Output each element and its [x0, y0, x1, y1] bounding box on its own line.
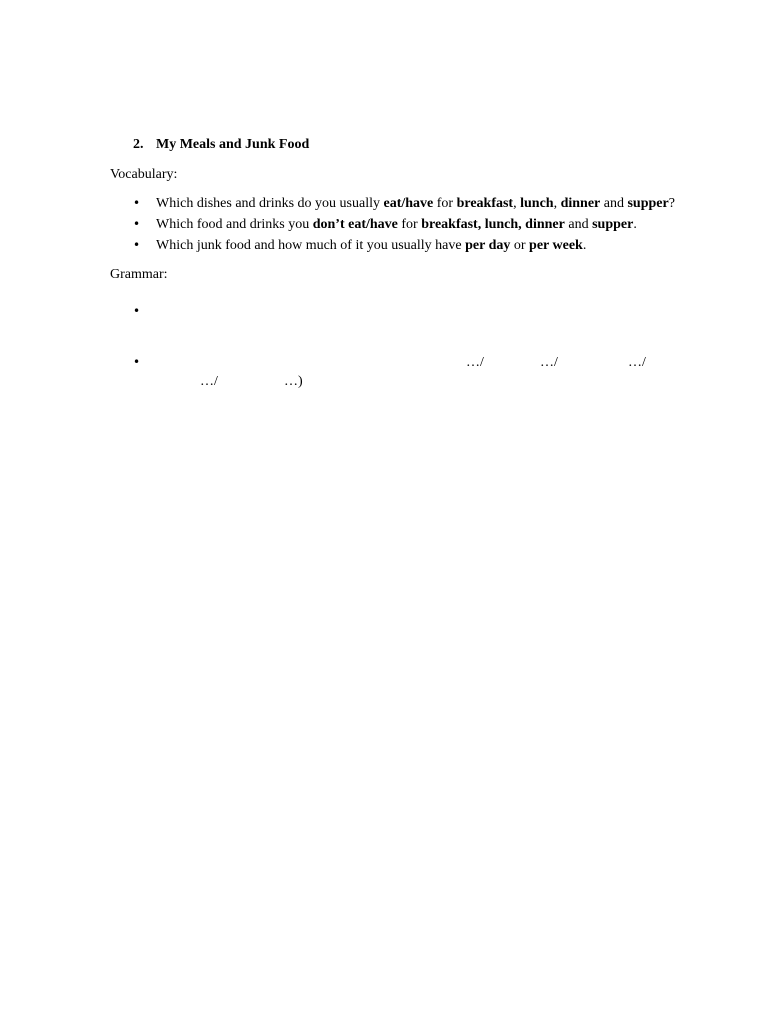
- text-run: and: [564, 217, 593, 232]
- vocabulary-item-1: [133, 197, 675, 211]
- text-run: for: [397, 217, 422, 232]
- bold-text-run: lunch: [520, 196, 554, 211]
- bold-text-run: eat/have: [383, 196, 434, 211]
- bold-text-run: don’t eat/have: [312, 217, 398, 232]
- text-run: Which food and drinks you: [156, 217, 313, 232]
- text-run: and: [600, 196, 628, 211]
- bold-text-run: per day: [465, 238, 511, 253]
- text-run: .: [582, 238, 587, 253]
- grammar-item-1: [133, 305, 156, 319]
- vocabulary-label: Vocabulary:: [110, 167, 178, 182]
- vocabulary-item-text: [156, 217, 637, 232]
- text-run: ,: [513, 196, 521, 211]
- vocabulary-item-text: [156, 238, 586, 253]
- bold-text-run: supper: [627, 196, 669, 211]
- text-run: for: [433, 196, 457, 211]
- grammar-fragment: …): [284, 374, 303, 389]
- bullet-icon: •: [133, 304, 141, 318]
- section-number: 2.: [133, 137, 144, 152]
- section-title: My Meals and Junk Food: [156, 137, 310, 152]
- text-run: Which junk food and how much of it you usually have: [156, 238, 466, 253]
- bold-text-run: breakfast, lunch, dinner: [421, 217, 565, 232]
- grammar-fragment: …/: [628, 355, 646, 370]
- grammar-fragment: …/: [540, 355, 558, 370]
- bullet-icon: •: [133, 355, 141, 369]
- text-run: ,: [553, 196, 561, 211]
- bold-text-run: breakfast: [456, 196, 514, 211]
- text-run: ?: [668, 196, 675, 211]
- bold-text-run: supper: [592, 217, 634, 232]
- grammar-item-2: [133, 356, 156, 370]
- bold-text-run: dinner: [560, 196, 601, 211]
- bullet-icon: •: [133, 196, 141, 210]
- bullet-icon: •: [133, 217, 141, 231]
- bullet-icon: •: [133, 238, 141, 252]
- vocabulary-item-3: [133, 239, 586, 253]
- section-heading: [133, 138, 309, 152]
- grammar-fragment: …/: [466, 355, 484, 370]
- grammar-fragment: …/: [200, 374, 218, 389]
- bold-text-run: per week: [529, 238, 583, 253]
- grammar-label: Grammar:: [110, 267, 168, 282]
- text-run: .: [633, 217, 637, 232]
- text-run: or: [510, 238, 530, 253]
- vocabulary-item-2: [133, 218, 637, 232]
- vocabulary-item-text: [156, 196, 675, 211]
- text-run: Which dishes and drinks do you usually: [156, 196, 384, 211]
